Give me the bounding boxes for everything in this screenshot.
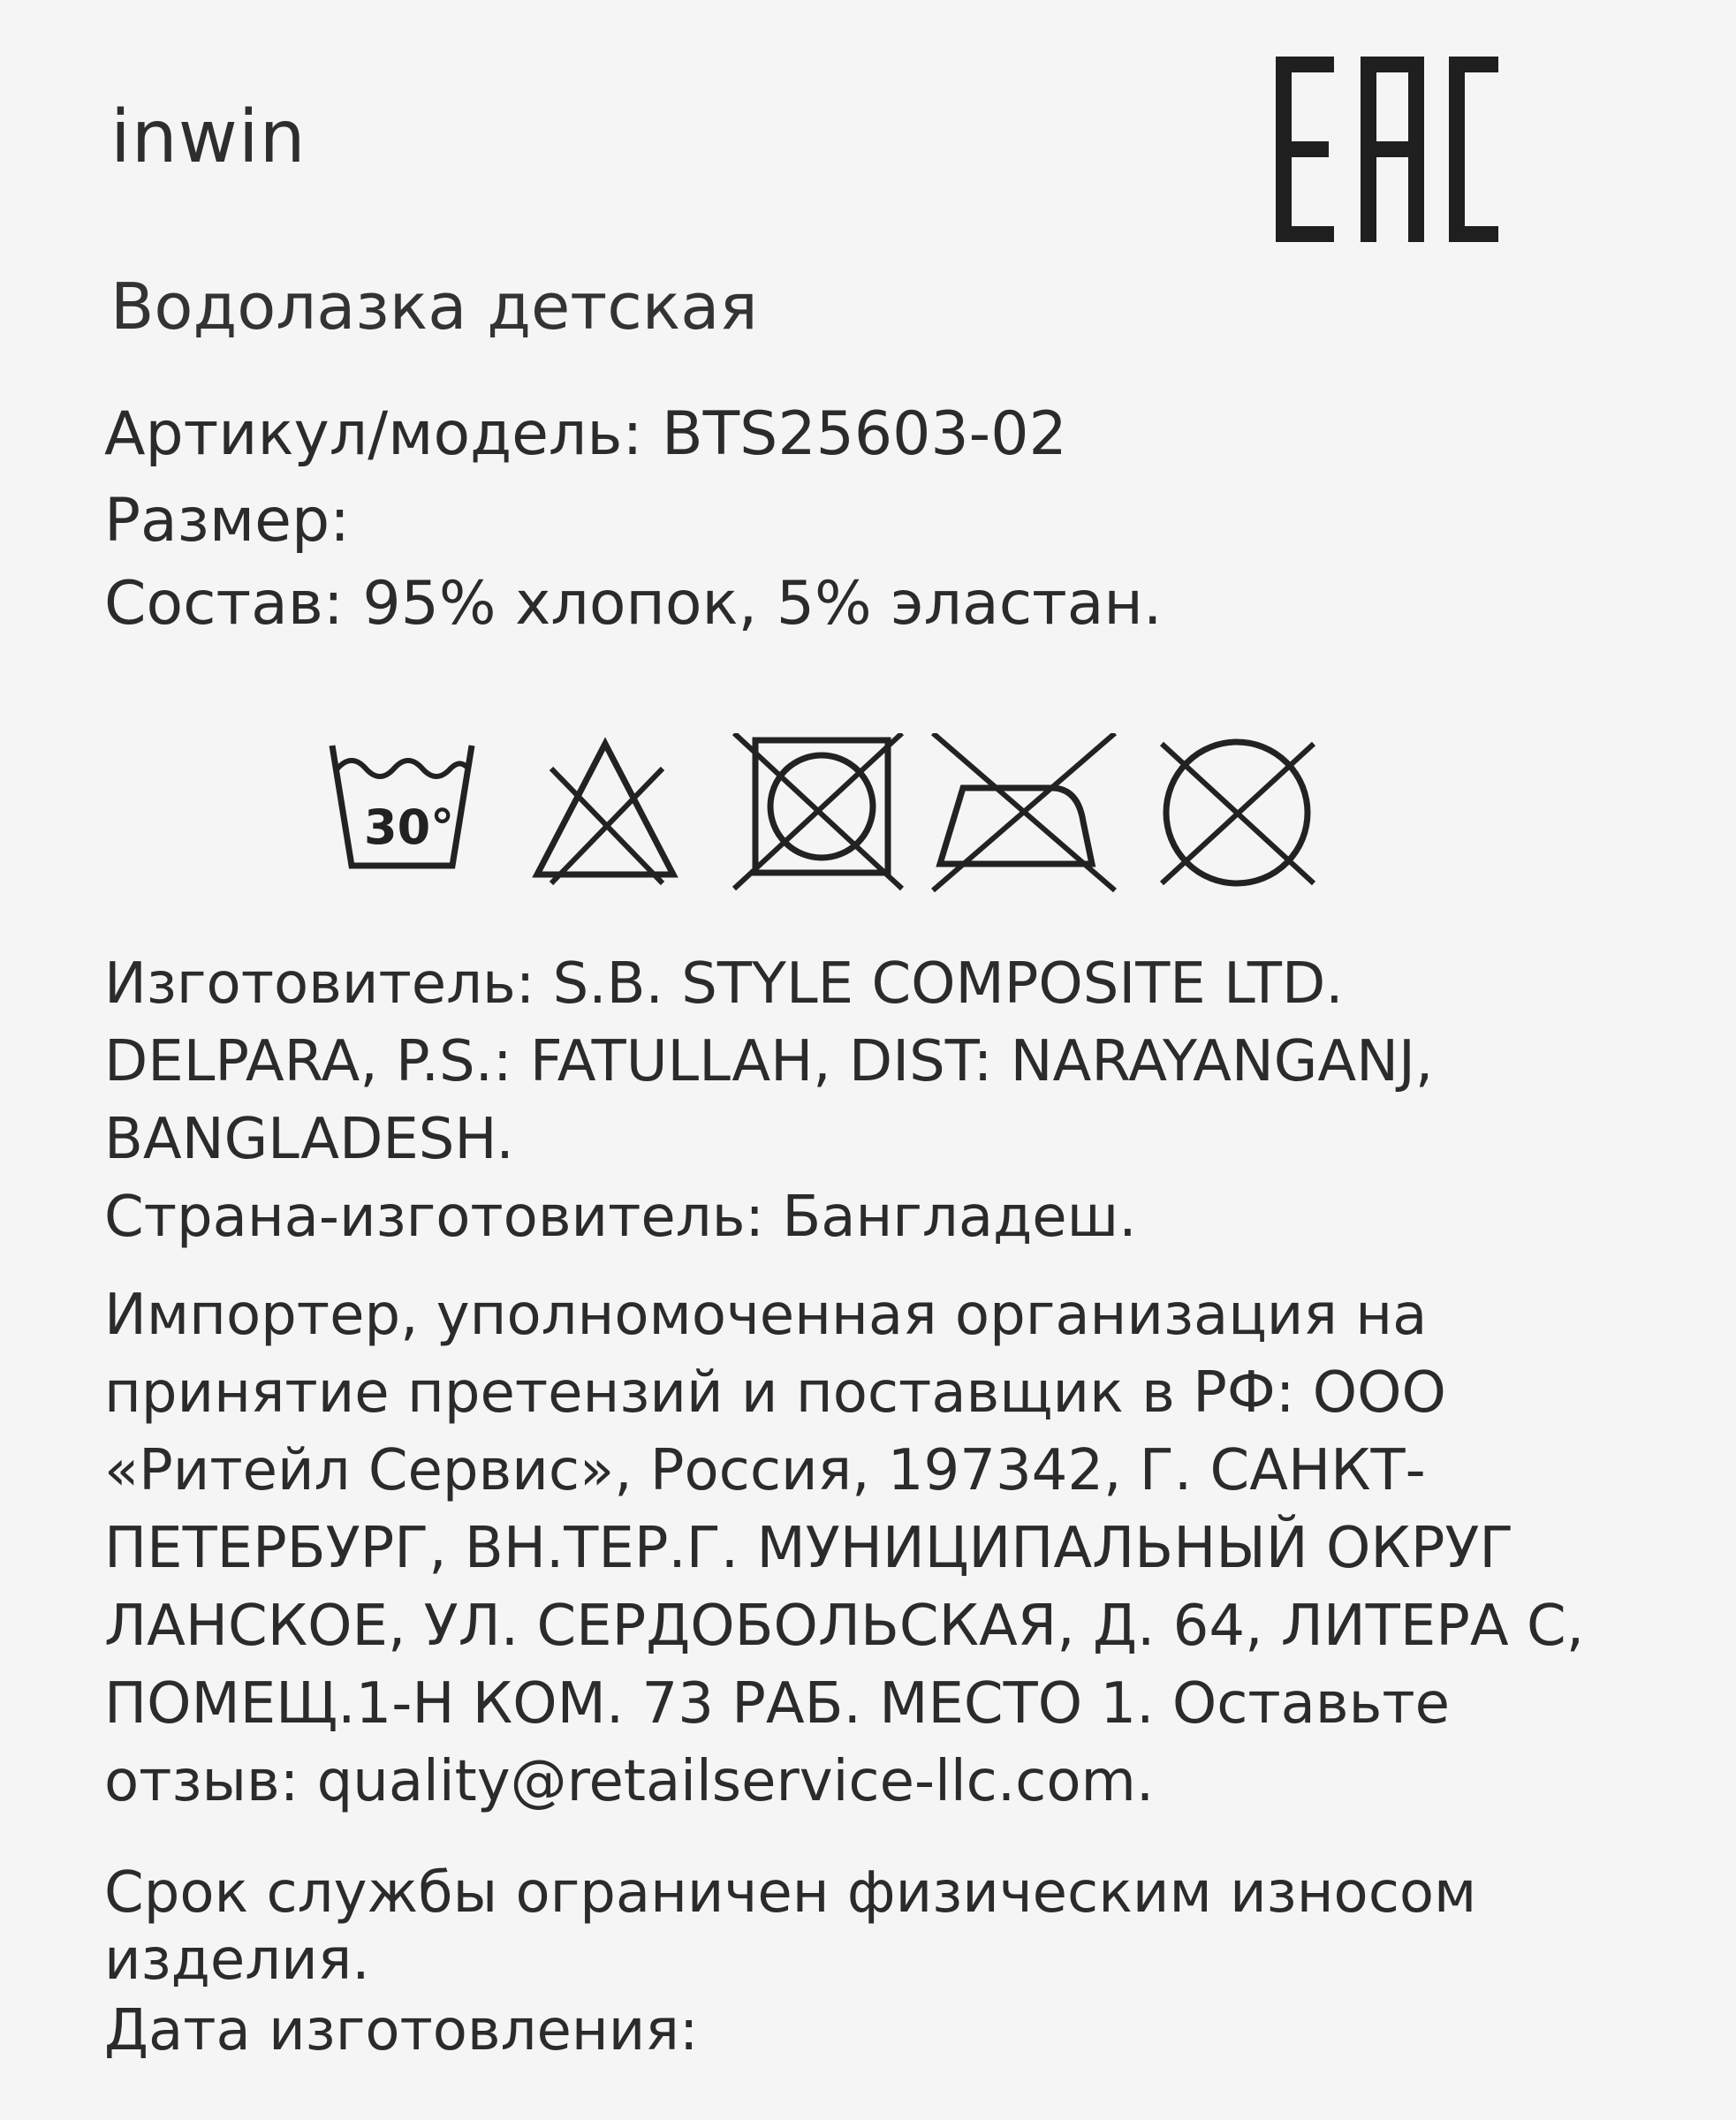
service-life-line: изделия. — [104, 1927, 370, 1993]
size-line: Размер: — [104, 486, 351, 556]
manufacturer-line: BANGLADESH. — [104, 1107, 514, 1172]
importer-line: принятие претензий и поставщик в РФ: ООО — [104, 1360, 1446, 1426]
no-iron-icon — [928, 733, 1122, 892]
no-tumble-dry-icon — [729, 733, 906, 892]
country-line: Страна-изготовитель: Бангладеш. — [104, 1185, 1137, 1250]
article-line: Артикул/модель: BTS25603-02 — [104, 399, 1067, 469]
manufacturer-line: Изготовитель: S.B. STYLE COMPOSITE LTD. — [104, 951, 1344, 1017]
service-life-line: Срок службы ограничен физическим износом — [104, 1860, 1477, 1926]
importer-line: Импортер, уполномоченная организация на — [104, 1283, 1428, 1348]
importer-line: ПЕТЕРБУРГ, ВН.ТЕР.Г. МУНИЦИПАЛЬНЫЙ ОКРУГ — [104, 1516, 1514, 1581]
eac-certification-mark — [1276, 57, 1498, 242]
wash-30-icon — [327, 733, 477, 892]
service-life-block — [104, 1859, 1476, 1994]
manufacture-date-line: Дата изготовления: — [104, 1998, 699, 2063]
importer-block — [104, 1276, 1584, 1821]
composition-line: Состав: 95% хлопок, 5% эластан. — [104, 569, 1163, 639]
no-dry-clean-icon — [1153, 733, 1321, 892]
no-bleach-icon — [530, 733, 680, 892]
importer-line: «Ритейл Сервис», Россия, 197342, Г. САНКТ- — [104, 1438, 1426, 1503]
brand-name: inwin — [110, 95, 307, 179]
product-title: Водолазка детская — [110, 269, 758, 344]
care-symbols — [327, 733, 1316, 910]
manufacturer-block — [104, 945, 1433, 1256]
importer-line: отзыв: quality@retailservice-llc.com. — [104, 1749, 1155, 1814]
wash-temperature-label: 30° — [364, 799, 455, 855]
importer-line: ЛАНСКОЕ, УЛ. СЕРДОБОЛЬСКАЯ, Д. 64, ЛИТЕРА С, — [104, 1594, 1585, 1659]
manufacturer-line: DELPARA, P.S.: FATULLAH, DIST: NARAYANGANJ, — [104, 1029, 1434, 1094]
importer-line: ПОМЕЩ.1-Н КОМ. 73 РАБ. МЕСТО 1. Оставьте — [104, 1671, 1450, 1737]
